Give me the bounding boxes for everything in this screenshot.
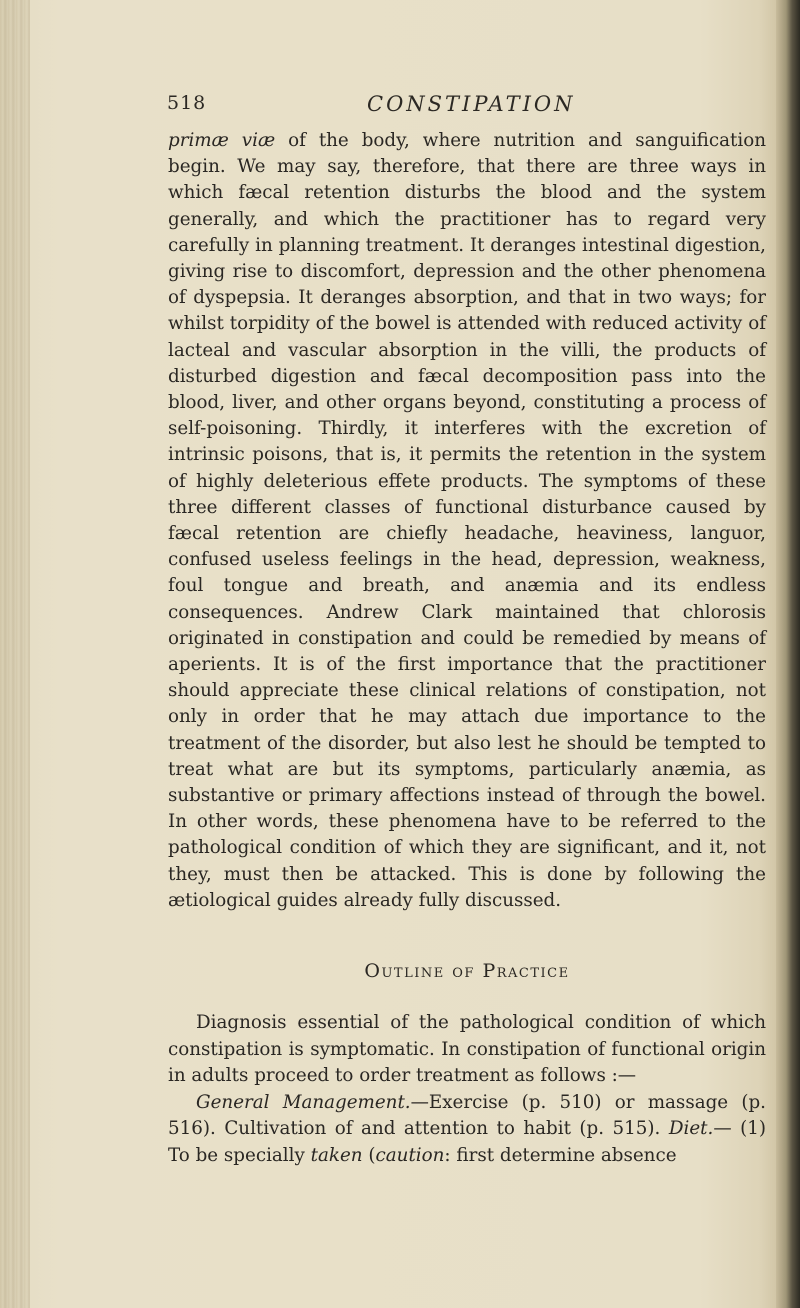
paragraph-3-text-d: : first determine absence: [444, 1144, 677, 1166]
main-paragraph: [168, 128, 766, 914]
paragraph-3: [168, 1090, 766, 1170]
paragraph-1-text: of the body, where nutrition and sanguification begin. We may say, therefore, that there are three ways in which fæcal retention disturbs the blood and the system generally, and which the practitioner has to regard very carefully in planning treatment. It deranges intestinal digestion, giving rise to discomfort, depression and the other phenomena of dyspepsia. It deranges absorption, and that in two ways; for whilst torpidity of the bowel is attended with reduced activity of lacteal and vascular absorption in the villi, the products of disturbed digestion and fæcal decomposition pass into the blood, liver, and other organs beyond, constituting a process of self-poisoning. Thirdly, it interferes with the excretion of intrinsic poisons, that is, it permits the retention in the system of highly deleterious effete products. The symptoms of these three different classes of functional disturbance caused by fæcal retention are chiefly headache, heaviness, languor, confused useless feelings in the head, depression, weakness, foul tongue and breath, and anæmia and its endless consequences. Andrew Clark maintained that chlorosis originated in constipation and could be remedied by means of aperients. It is of the first importance that the practitioner should appreciate these clinical relations of constipation, not only in order that he may attach due importance to the treatment of the disorder, but also lest he should be tempted to treat what are but its symptoms, particularly anæmia, as substantive or primary affections instead of through the bowel. In other words, these phenomena have to be referred to the pathological condition of which they are significant, and it, not they, must then be attacked. This is done by following the ætiological guides already fully discussed.: [168, 130, 766, 911]
page-number: 518: [167, 92, 207, 114]
caution-italic: caution: [375, 1144, 445, 1166]
paragraph-1: [168, 128, 766, 914]
diet-label: Diet.: [668, 1118, 714, 1139]
lead-italic: primæ viæ: [168, 130, 276, 151]
paragraph-3-text-b: — (1) To be specially: [168, 1118, 766, 1166]
paragraph-3-text-a: —Exercise (p. 510) or massage (p. 516). Cultivation of and attention to habit (p. 515).: [168, 1091, 766, 1139]
page-edge-shadow: [776, 0, 800, 1308]
taken-italic: taken: [310, 1144, 363, 1166]
running-head: CONSTIPATION: [367, 92, 576, 116]
practice-section: [168, 1010, 766, 1169]
paragraph-2: Diagnosis essential of the pathological condition of which constipation is symptomatic. In constipation of functional origin in adults proceed to order treatment as follows :—: [168, 1012, 766, 1086]
page-gutter-shadow: [0, 0, 30, 1308]
section-heading: Outline of Practice: [364, 960, 570, 982]
page-header: [167, 92, 767, 126]
general-management-label: General Management.: [196, 1091, 411, 1113]
paragraph-3-text-c: (: [362, 1144, 376, 1166]
